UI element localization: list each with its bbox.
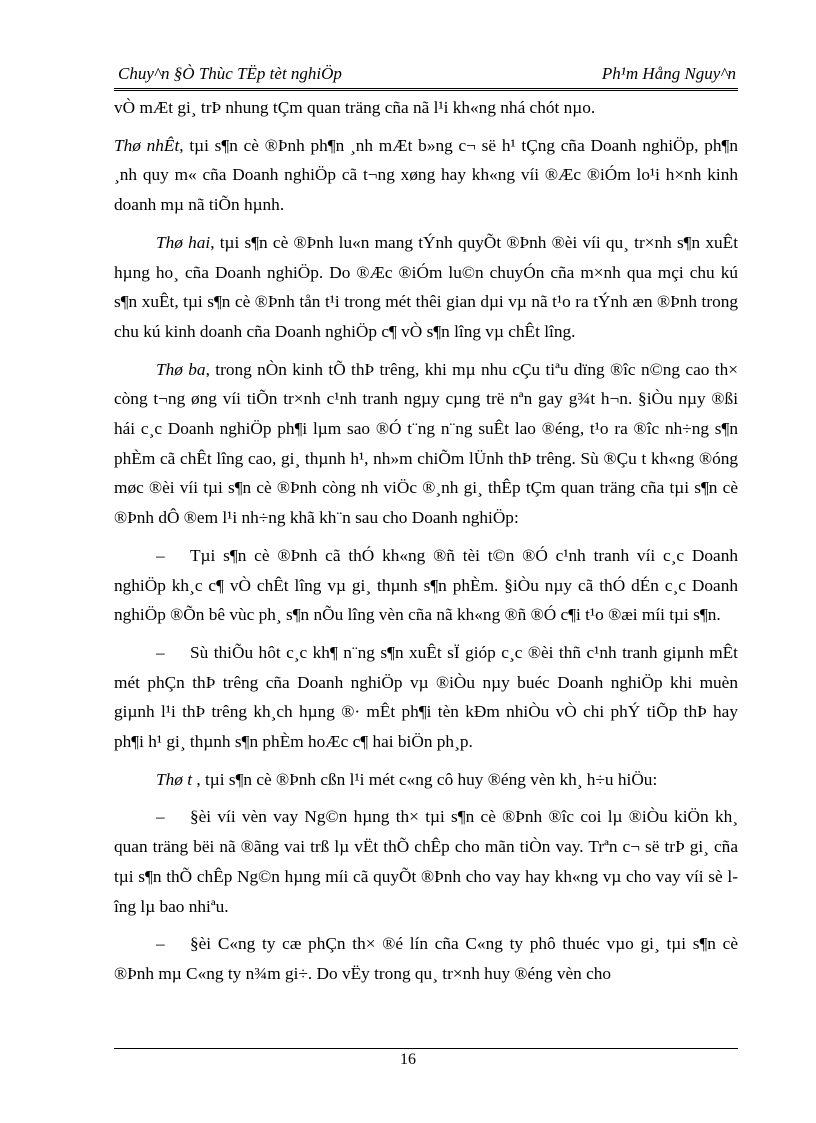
- header-document-title: Chuy^n §Ò Thùc TËp tèt nghiÖp: [118, 64, 342, 83]
- bullet-paragraph: – §èi C«ng ty cæ phÇn th× ®é lín cña C«ng ty phô thuéc vµo gi¸ tµi s¶n cè ®Þnh mµ C«ng ty n¾m gi÷. Do vËy trong qu¸ tr×nh huy ®éng vèn cho: [114, 929, 738, 988]
- dash-bullet: –: [156, 642, 165, 662]
- page-header: [114, 62, 738, 91]
- paragraph: vÒ mÆt gi¸ trÞ nhung tÇm quan träng cña nã l¹i kh«ng nhá chót nµo.: [114, 98, 596, 117]
- dash-bullet: –: [156, 807, 165, 827]
- bullet-paragraph: – §èi víi vèn vay Ng©n hµng th× tµi s¶n cè ®Þnh ®îc coi lµ ®iÒu kiÖn kh¸ quan träng bëi nã ®ãng vai trß lµ vËt thÕ chÊp cho mãn tiÒn vay. Trªn c¬ së trÞ gi¸ cña tµi s¶n thÕ chÊp Ng©n hµng míi cã quyÕt ®Þnh cho vay hay kh«ng vµ cho vay víi sè lîng lµ bao nhiªu.: [114, 802, 738, 921]
- header-author: Ph¹m Hång Nguy^n: [601, 64, 736, 83]
- page-number: 16: [400, 1051, 416, 1068]
- paragraph: Thø ba, trong nÒn kinh tÕ thÞ trêng, khi mµ nhu cÇu tiªu dïng ®îc n©ng cao th× còng t¬ng øng víi tiÕn tr×nh c¹nh tranh ngµy cµng trë nªn gay g¾t h¬n. §iÒu nµy ®ßi hái c¸c Doanh nghiÖp ph¶i lµm sao ®Ó t¨ng n¨ng suÊt lao ®éng, t¹o ra ®îc nh÷ng s¶n phÈm cã chÊt lîng cao, gi¸ thµnh h¹, nh»m chiÕm lÜnh thÞ trêng. Sù ®Çu t kh«ng ®óng møc ®èi víi tµi s¶n cè ®Þnh còng nh viÖc ®¸nh gi¸ thÊp tÇm quan träng cña tµi s¶n cè ®Þnh dÔ ®em l¹i nh÷ng khã kh¨n sau cho Doanh nghiÖp:: [114, 359, 738, 528]
- body-text: [114, 93, 738, 997]
- footer-rule: [114, 1048, 738, 1049]
- paragraph: Thø t , tµi s¶n cè ®Þnh cßn l¹i mét c«ng cô huy ®éng vèn kh¸ h÷u hiÖu:: [156, 769, 658, 789]
- dash-bullet: –: [156, 934, 165, 954]
- paragraph-lead: Thø t: [156, 769, 193, 789]
- paragraph-lead: Thø nhÊt: [114, 135, 180, 155]
- paragraph: Thø nhÊt, tµi s¶n cè ®Þnh ph¶n ¸nh mÆt b»ng c¬ së h¹ tÇng cña Doanh nghiÖp, ph¶n ¸nh quy m« cña Doanh nghiÖp cã t¬ng xøng hay kh«ng víi ®Æc ®iÓm lo¹i h×nh kinh doanh mµ nã tiÕn hµnh.: [114, 135, 738, 215]
- dash-bullet: –: [156, 545, 165, 565]
- paragraph-lead: Thø ba: [156, 359, 206, 379]
- paragraph-lead: Thø hai: [156, 232, 211, 252]
- paragraph: Thø hai, tµi s¶n cè ®Þnh lu«n mang tÝnh quyÕt ®Þnh ®èi víi qu¸ tr×nh s¶n xuÊt hµng ho¸ cña Doanh nghiÖp. Do ®Æc ®iÓm lu©n chuyÓn cña m×nh qua mçi chu kú s¶n xuÊt, tµi s¶n cè ®Þnh tån t¹i trong mét thêi gian dµi vµ nã t¹o ra tÝnh æn ®Þnh trong chu kú kinh doanh cña Doanh nghiÖp c¶ vÒ s¶n lîng vµ chÊt lîng.: [114, 232, 738, 341]
- bullet-paragraph: – Sù thiÕu hôt c¸c kh¶ n¨ng s¶n xuÊt sÏ gióp c¸c ®èi thñ c¹nh tranh giµnh mÊt mét phÇn thÞ trêng cña Doanh nghiÖp vµ ®iÒu nµy buéc Doanh nghiÖp khi muèn giµnh l¹i thÞ trêng kh¸ch hµng ®· mÊt ph¶i tèn kÐm nhiÒu vÒ chi phÝ tiÕp thÞ hay ph¶i h¹ gi¸ thµnh s¶n phÈm hoÆc c¶ hai biÖn ph¸p.: [114, 638, 738, 757]
- bullet-paragraph: – Tµi s¶n cè ®Þnh cã thÓ kh«ng ®ñ tèi t©n ®Ó c¹nh tranh víi c¸c Doanh nghiÖp kh¸c c¶ vÒ chÊt lîng vµ gi¸ thµnh s¶n phÈm. §iÒu nµy cã thÓ dÉn c¸c Doanh nghiÖp ®Õn bê vùc ph¸ s¶n nÕu lîng vèn cña nã kh«ng ®ñ ®Ó c¶i t¹o ®æi míi tµi s¶n.: [114, 541, 738, 630]
